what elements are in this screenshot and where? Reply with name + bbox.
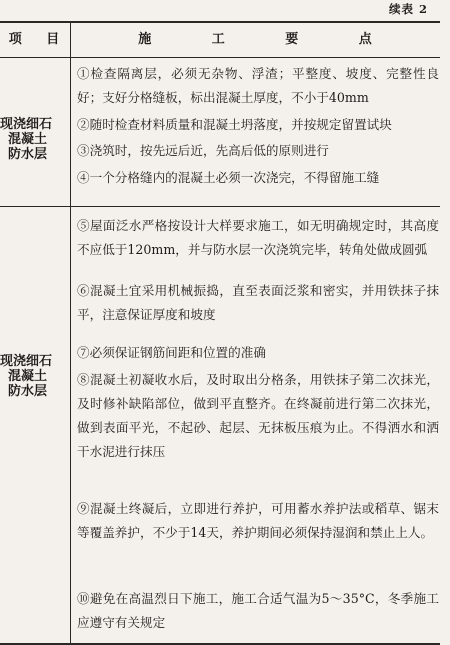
row-2-point-9: ⑨混凝土终凝后，立即进行养护，可用蓄水养护法或稻草、锯末等覆盖养护，不少于14天，养护期间必须保持湿润和禁止上人。 xyxy=(77,501,439,540)
row-1-point-3: ③浇筑时，按先远后近，先高后低的原则进行 xyxy=(77,143,329,158)
row-1-item-label xyxy=(0,117,70,162)
row-2-item-line: 防水层 xyxy=(8,384,48,399)
column-divider xyxy=(70,23,71,643)
continued-table-label: 续表 2 xyxy=(388,2,428,16)
header-divider xyxy=(0,57,440,58)
row-2-point-6: ⑥混凝土宜采用机械振捣，直至表面泛浆和密实，并用铁抹子抹平，注意保证厚度和坡度 xyxy=(77,283,439,322)
row-2-item-line: 现浇细石 xyxy=(0,354,53,369)
row-divider xyxy=(0,206,440,207)
row-1-point-4: ④一个分格缝内的混凝土必须一次浇完，不得留施工缝 xyxy=(77,170,380,185)
row-1-point-2: ②随时检查材料质量和混凝土坍落度，并按规定留置试块 xyxy=(77,117,392,132)
construction-table xyxy=(0,21,440,645)
row-2-item-label xyxy=(0,354,70,399)
row-2-point-8: ⑧混凝土初凝收水后，及时取出分格条，用铁抹子第二次抹光，及时修补缺陷部位，做到平直整齐。在终凝前进行第二次抹光，做到表面平光，不起砂、起层、无抹板压痕为止。不得洒水和洒干水泥进行抹压 xyxy=(77,372,439,459)
row-2-point-5: ⑤屋面泛水严格按设计大样要求施工，如无明确规定时，其高度不应低于120mm，并与防水层一次浇筑完毕，转角处做成圆弧 xyxy=(77,218,439,257)
row-1-point-1: ①检查隔离层，必须无杂物、浮渣；平整度、坡度、完整性良好；支好分格缝板，标出混凝土厚度，不小于40mm xyxy=(77,66,439,105)
row-2-point-10: ⑩避免在高温烈日下施工，施工合适气温为5～35°C，冬季施工应遵守有关规定 xyxy=(77,591,439,630)
row-2-point-7: ⑦必须保证钢筋间距和位置的准确 xyxy=(77,345,266,360)
row-2-item-line: 混凝土 xyxy=(8,369,48,384)
header-item: 项 目 xyxy=(8,32,70,47)
header-points: 施 工 要 点 xyxy=(138,32,400,47)
row-1-item-line: 防水层 xyxy=(8,147,48,162)
row-1-item-line: 现浇细石 xyxy=(0,117,53,132)
row-1-item-line: 混凝土 xyxy=(8,132,48,147)
